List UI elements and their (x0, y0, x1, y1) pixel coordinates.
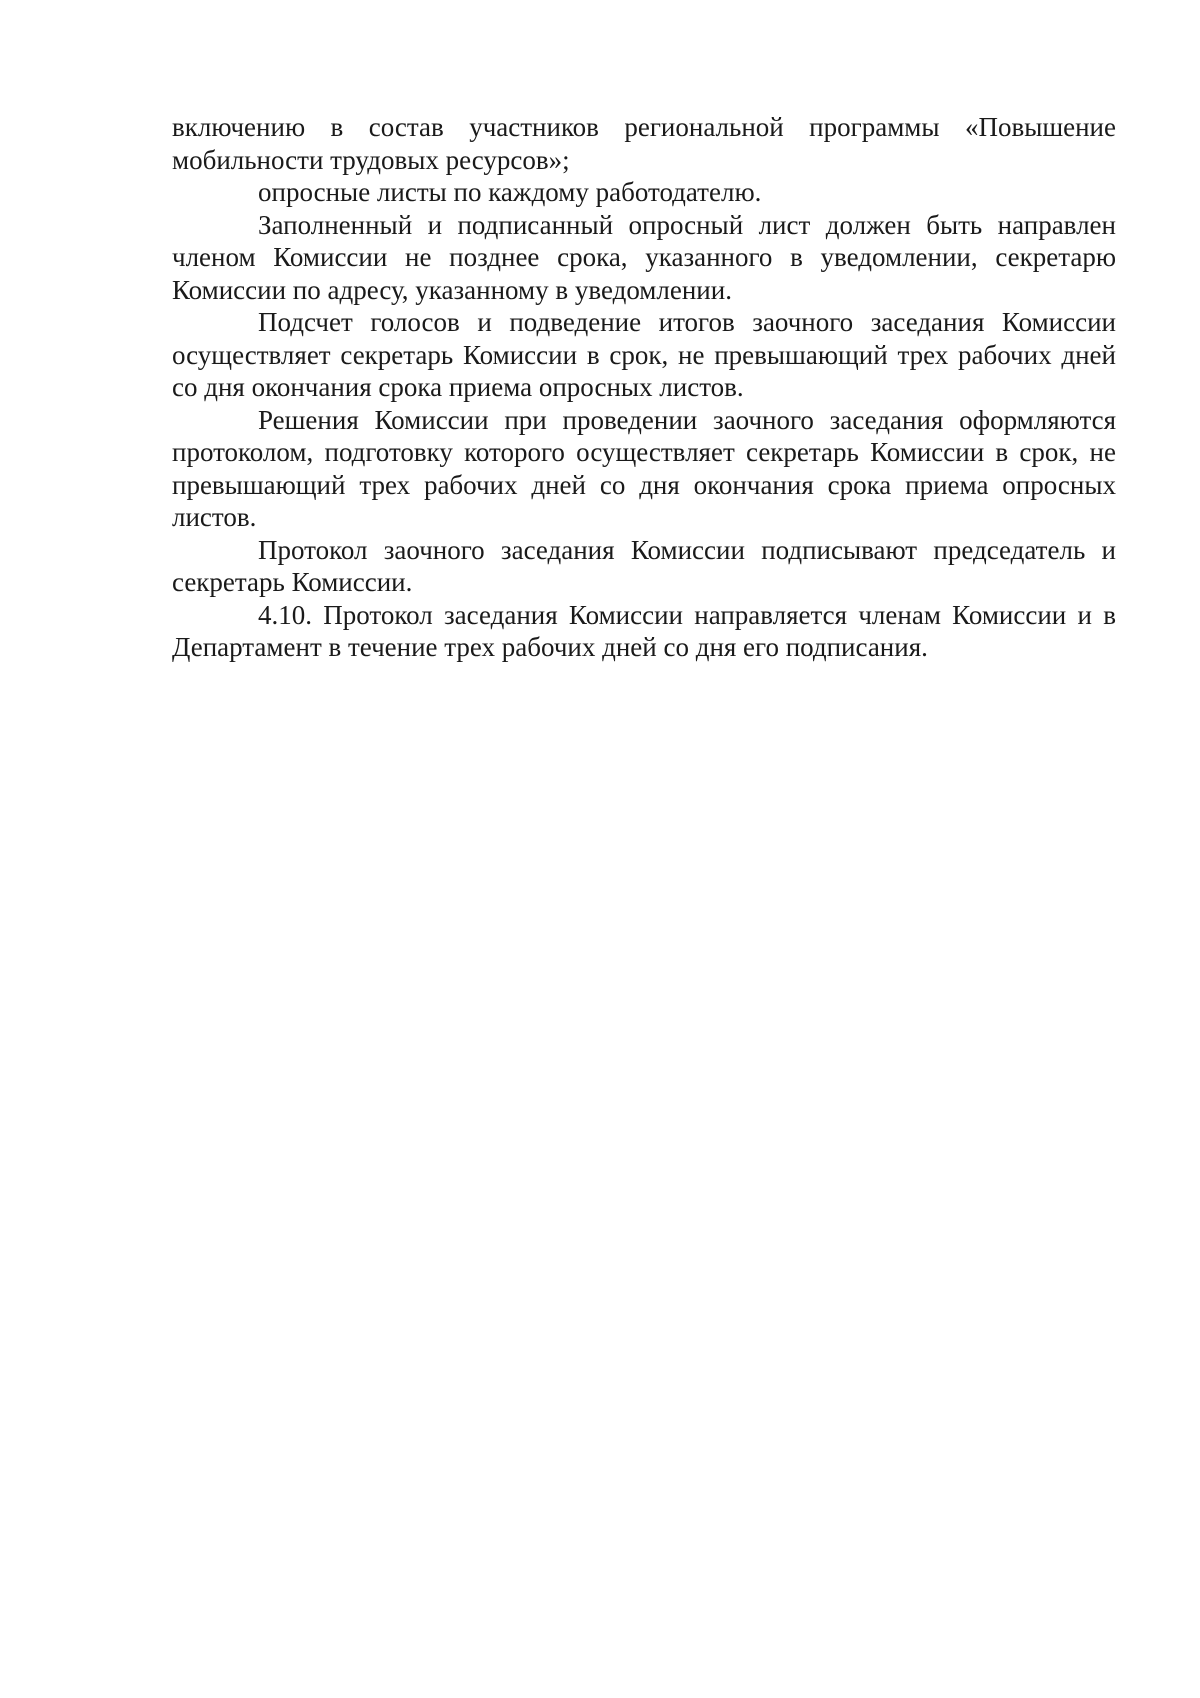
paragraph-continuation: включению в состав участников региональной программы «Повышение мобильности трудовых ресурсов»; (172, 112, 1116, 175)
paragraph-sheet-submission: Заполненный и подписанный опросный лист должен быть направлен членом Комиссии не позднее срока, указанного в уведомлении, секретарю Комиссии по адресу, указанному в уведомлении. (172, 209, 1116, 305)
paragraph-protocol-signing: Протокол заочного заседания Комиссии подписывают председатель и секретарь Комиссии. (172, 534, 1116, 597)
paragraph-decisions: Решения Комиссии при проведении заочного заседания оформляются протоколом, подготовку которого осуществляет секретарь Комиссии в срок, не превышающий трех рабочих дней со дня окончания срока приема опросных листов. (172, 404, 1116, 532)
document-body (172, 111, 1116, 664)
paragraph-survey-sheets: опросные листы по каждому работодателю. (258, 177, 762, 207)
paragraph-vote-count: Подсчет голосов и подведение итогов заочного заседания Комиссии осуществляет секретарь Комиссии в срок, не превышающий трех рабочих дней со дня окончания срока приема опросных листов. (172, 307, 1116, 402)
paragraph-protocol-distribution: 4.10. Протокол заседания Комиссии направляется членам Комиссии и в Департамент в течение трех рабочих дней со дня его подписания. (172, 599, 1116, 662)
